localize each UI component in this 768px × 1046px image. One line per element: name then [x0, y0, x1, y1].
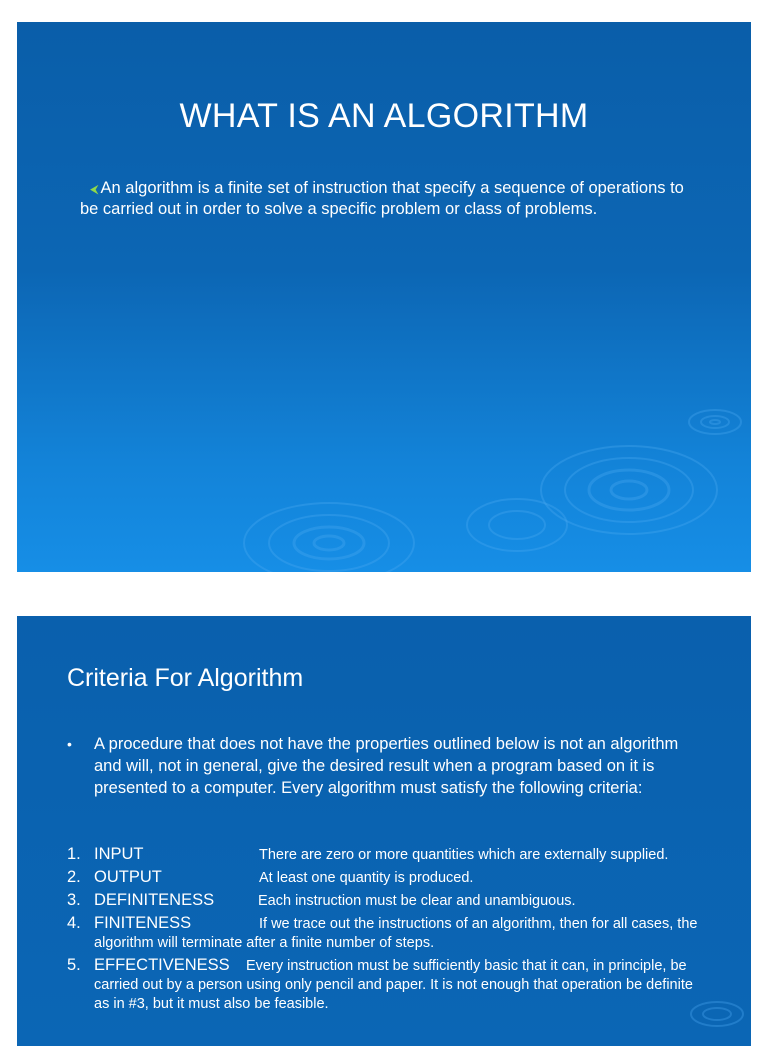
slide-title: WHAT IS AN ALGORITHM	[179, 97, 589, 135]
list-item	[67, 891, 707, 911]
list-item	[67, 956, 707, 1014]
slide-title: Criteria For Algorithm	[67, 664, 304, 692]
list-item	[67, 914, 707, 953]
slide-1	[17, 22, 751, 572]
criterion-description: Every instruction must be sufficiently basic that it can, in principle, be carried out by a person using only pencil and paper. It is not enough that operation be definite as in #3, but it must also be feasible.	[94, 958, 693, 1012]
item-number: 4.	[67, 914, 81, 932]
criterion-name: OUTPUT	[94, 868, 162, 886]
intro-text: A procedure that does not have the properties outlined below is not an algorithm and will, not in general, give the desired result when a program based on it is presented to a computer. Every algorithm must satisfy the following criteria:	[94, 735, 679, 797]
item-number: 2.	[67, 868, 81, 886]
criterion-description: At least one quantity is produced.	[259, 870, 474, 886]
criterion-description: There are zero or more quantities which are externally supplied.	[259, 847, 669, 863]
definition-text	[80, 178, 690, 219]
slide-2	[17, 616, 751, 1046]
item-number: 5.	[67, 956, 81, 974]
intro-paragraph	[67, 733, 687, 799]
list-item	[67, 868, 707, 888]
item-number: 1.	[67, 845, 81, 863]
criterion-name: INPUT	[94, 845, 144, 863]
criterion-name: EFFECTIVENESS	[94, 956, 230, 974]
criterion-name: DEFINITENESS	[94, 891, 215, 909]
criterion-name: FINITENESS	[94, 914, 192, 932]
criterion-description: Each instruction must be clear and unambiguous.	[258, 893, 576, 909]
arrow-bullet-icon: ⮜	[90, 182, 99, 196]
definition-body: An algorithm is a finite set of instruction that specify a sequence of operations to be carried out in order to solve a specific problem or class of problems.	[80, 179, 684, 218]
criteria-list	[67, 845, 707, 1017]
criterion-description: If we trace out the instructions of an algorithm, then for all cases, the algorithm will terminate after a finite number of steps.	[94, 916, 698, 951]
list-item	[67, 845, 707, 865]
bullet-icon: •	[67, 736, 72, 752]
item-number: 3.	[67, 891, 81, 909]
